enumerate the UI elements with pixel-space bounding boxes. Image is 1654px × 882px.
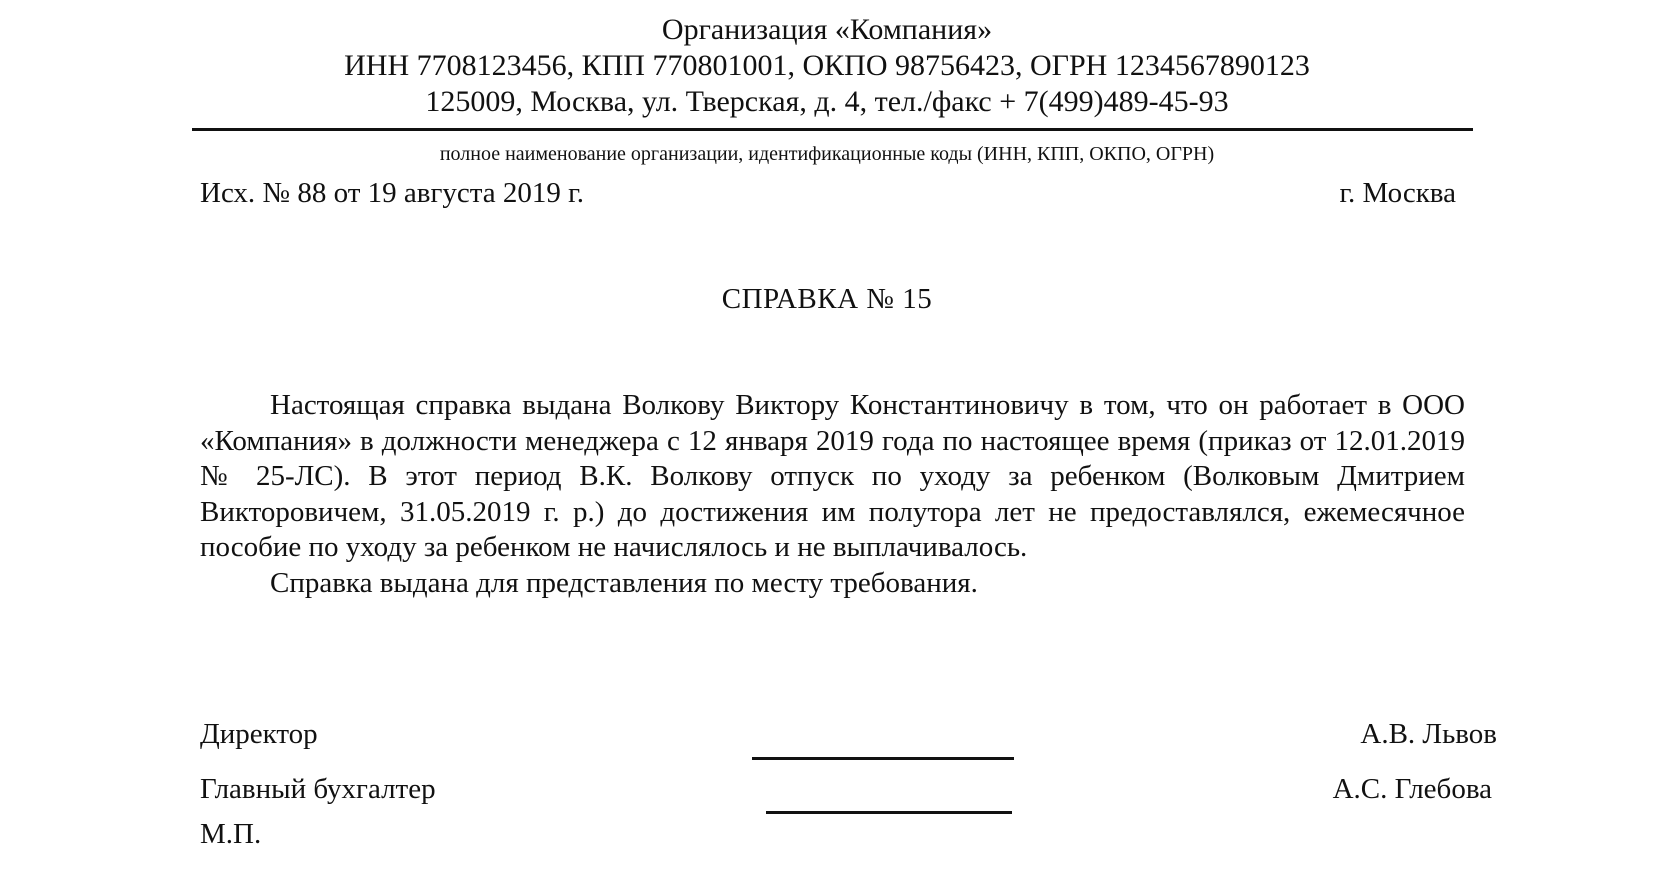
stamp-placeholder: М.П. xyxy=(200,818,262,850)
director-signature-line xyxy=(752,757,1014,760)
accountant-role: Главный бухгалтер xyxy=(200,773,436,805)
organization-codes: ИНН 7708123456, КПП 770801001, ОКПО 98756423, ОГРН 1234567890123 xyxy=(344,49,1310,82)
letterhead-divider xyxy=(192,128,1473,131)
letterhead xyxy=(0,12,1654,120)
organization-address: 125009, Москва, ул. Тверская, д. 4, тел./факс + 7(499)489-45-93 xyxy=(425,85,1229,118)
document-city: г. Москва xyxy=(1339,177,1456,209)
document-body xyxy=(200,388,1465,601)
document-title: СПРАВКА № 15 xyxy=(721,283,933,315)
body-paragraph-2: Справка выдана для представления по месту требования. xyxy=(270,566,978,599)
director-name: А.В. Львов xyxy=(1360,718,1497,750)
organization-name: Организация «Компания» xyxy=(661,13,993,46)
outgoing-number: Исх. № 88 от 19 августа 2019 г. xyxy=(200,177,584,209)
accountant-signature-line xyxy=(766,811,1012,814)
letterhead-caption: полное наименование организации, идентификационные коды (ИНН, КПП, ОКПО, ОГРН) xyxy=(439,143,1215,165)
director-role: Директор xyxy=(200,718,318,750)
accountant-name: А.С. Глебова xyxy=(1332,773,1492,805)
body-paragraph-1: Настоящая справка выдана Волкову Виктору Константиновичу в том, что он работает в ООО «Компания» в должности менеджера с 12 января 2019 года по настоящее время (приказ от 12.01.2019 № 25-ЛС). В этот период В.К. Волкову отпуск по уходу за ребенком (Волковым Дмитрием Викторовичем, 31.05.2019 г. р.) до достижения им полутора лет не предоставлялся, ежемесячное пособие по уходу за ребенком не начислялось и не выплачивалось. xyxy=(200,389,1465,563)
